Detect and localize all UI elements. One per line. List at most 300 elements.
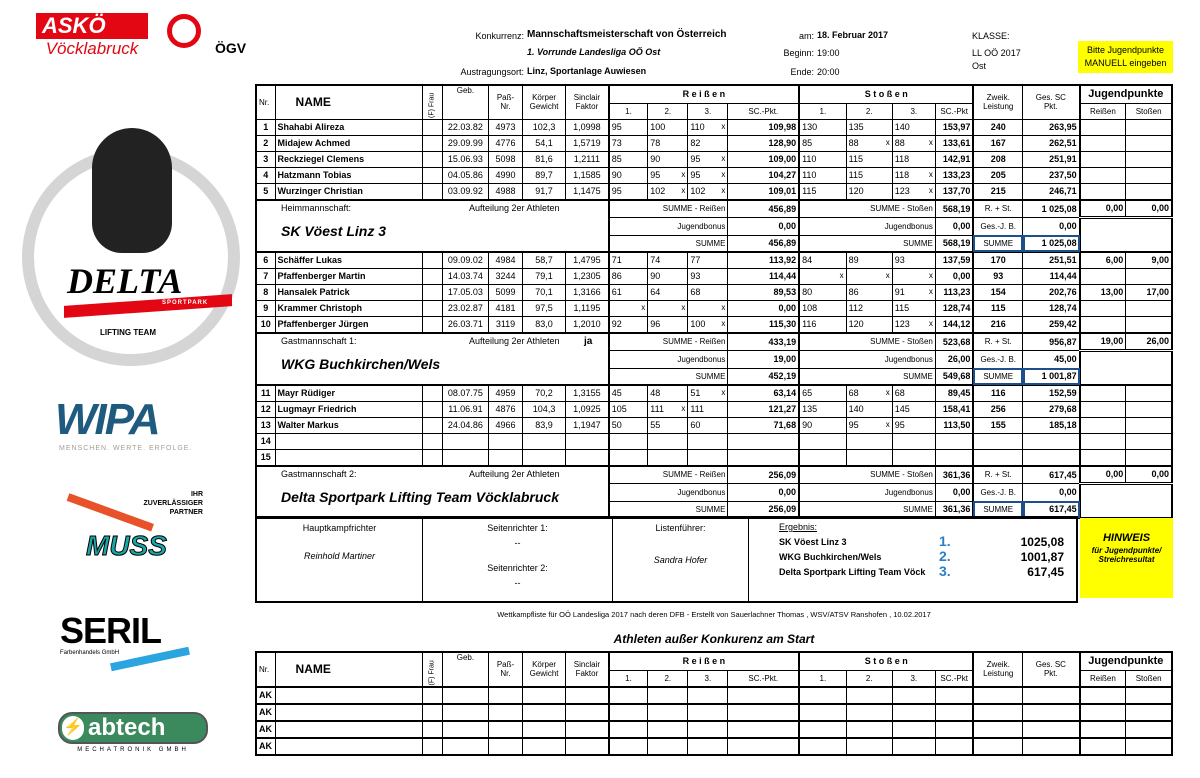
athlete-name: Shahabi Alireza bbox=[275, 119, 422, 135]
stossen-sc-pkt: 113,23 bbox=[935, 284, 973, 300]
attempt-weight: 91 bbox=[894, 287, 905, 297]
summe-s-label: SUMME bbox=[799, 235, 935, 252]
jugend-reissen bbox=[1080, 183, 1126, 200]
jugend-stossen bbox=[1126, 151, 1172, 167]
athlete-pass: 4973 bbox=[488, 119, 522, 135]
attempt-weight: 123 bbox=[894, 319, 910, 329]
reissen-attempt-1 bbox=[609, 385, 648, 402]
athlete-sinclair bbox=[566, 433, 609, 449]
ergebnis-score: 1025,08 bbox=[1020, 535, 1064, 549]
jugendbonus-stossen-value: 26,00 bbox=[935, 350, 973, 368]
ak-cell bbox=[422, 721, 442, 738]
abtech-badge bbox=[58, 712, 208, 744]
attempt-weight: 115 bbox=[848, 154, 864, 164]
attempt-weight: 115 bbox=[894, 303, 910, 313]
stossen-attempt-3 bbox=[892, 401, 935, 417]
athlete-nr: 7 bbox=[256, 268, 275, 284]
stossen-attempt-1 bbox=[799, 433, 846, 449]
reissen-attempt-2 bbox=[648, 167, 688, 183]
athlete-geb: 24.04.86 bbox=[442, 417, 488, 433]
ak-col-frau: (F) Frau bbox=[422, 652, 442, 687]
ges-jb-label: Ges.-J. B. bbox=[973, 350, 1022, 368]
athlete-sinclair: 1,1475 bbox=[566, 183, 609, 200]
athlete-row bbox=[256, 401, 1172, 417]
attempt-weight: 68 bbox=[894, 388, 905, 398]
reissen-sc-pkt: 0,00 bbox=[728, 300, 799, 316]
summe-s-value: 549,68 bbox=[935, 368, 973, 385]
athlete-row bbox=[256, 252, 1172, 269]
ak-col-pass bbox=[488, 652, 522, 687]
failed-mark: x bbox=[681, 169, 686, 179]
stossen-attempt-2 bbox=[846, 417, 892, 433]
athlete-sinclair: 1,2111 bbox=[566, 151, 609, 167]
listenfuehrer-cell bbox=[613, 518, 749, 601]
ak-col-jugend: Jugendpunkte bbox=[1080, 652, 1172, 670]
athlete-pass: 4984 bbox=[488, 252, 522, 269]
failed-mark: x bbox=[721, 387, 726, 397]
reissen-attempt-3 bbox=[688, 268, 728, 284]
team-block bbox=[256, 466, 609, 518]
athlete-row bbox=[256, 417, 1172, 433]
ak-cell bbox=[422, 687, 442, 704]
zweikampf-leistung bbox=[973, 449, 1022, 466]
athlete-name: Walter Markus bbox=[275, 417, 422, 433]
jugend-stossen bbox=[1126, 183, 1172, 200]
summe-stossen-value: 568,19 bbox=[935, 200, 973, 218]
r-st-label: R. + St. bbox=[973, 466, 1022, 484]
ak-cell bbox=[523, 687, 566, 704]
ges-sc-pkt: 128,74 bbox=[1023, 300, 1080, 316]
jugendbonus-reissen-value: 19,00 bbox=[728, 350, 799, 368]
reissen-attempt-3 bbox=[688, 119, 728, 135]
attempt-weight: 116 bbox=[802, 319, 817, 329]
ak-col-reissen: R e i ß e n bbox=[609, 652, 799, 670]
reissen-attempt-2 bbox=[648, 417, 688, 433]
ak-cell bbox=[1126, 704, 1172, 721]
ak-col-zweik bbox=[973, 652, 1022, 687]
ak-cell bbox=[566, 687, 609, 704]
jugend-reissen bbox=[1080, 449, 1126, 466]
athlete-sinclair: 1,3155 bbox=[566, 385, 609, 402]
athlete-name: Schäffer Lukas bbox=[275, 252, 422, 269]
stossen-attempt-2 bbox=[846, 252, 892, 269]
col-sinclair-l1: Sinclair bbox=[573, 93, 601, 103]
stossen-sc-pkt: 0,00 bbox=[935, 268, 973, 284]
hinweis-title: HINWEIS bbox=[1102, 532, 1151, 544]
stossen-sc-pkt: 137,59 bbox=[935, 252, 973, 269]
failed-mark: x bbox=[721, 121, 726, 131]
team-role-label: Heimmannschaft: bbox=[281, 202, 352, 213]
stossen-sc-pkt: 113,50 bbox=[935, 417, 973, 433]
failed-mark: x bbox=[928, 185, 933, 195]
stossen-attempt-2 bbox=[846, 449, 892, 466]
reissen-sc-pkt: 121,27 bbox=[728, 401, 799, 417]
ak-col-sinclair-l2: Faktor bbox=[575, 669, 599, 679]
col-ges-l1: Ges. SC bbox=[1035, 93, 1066, 103]
attempt-weight: 93 bbox=[690, 271, 701, 281]
ergebnis-score: 1001,87 bbox=[1020, 550, 1064, 564]
athlete-koerpergewicht: 58,7 bbox=[523, 252, 566, 269]
attempt-weight: 145 bbox=[894, 404, 910, 414]
summe-reissen-value: 433,19 bbox=[728, 333, 799, 351]
col-s2: 2. bbox=[846, 103, 892, 119]
reissen-attempt-1 bbox=[609, 316, 648, 333]
reissen-sc-pkt: 114,44 bbox=[728, 268, 799, 284]
ak-col-ges bbox=[1023, 652, 1080, 687]
reissen-attempt-1 bbox=[609, 119, 648, 135]
ende-value: 20:00 bbox=[817, 67, 840, 77]
attempt-weight: 85 bbox=[802, 138, 813, 148]
listenfuehrer-name: Sandra Hofer bbox=[653, 555, 708, 565]
stossen-attempt-3 bbox=[892, 268, 935, 284]
ergebnis-rank: 2. bbox=[939, 548, 951, 564]
ak-col-ssc: SC.-Pkt bbox=[935, 670, 973, 687]
beginn-label: Beginn: bbox=[783, 48, 814, 58]
athlete-koerpergewicht: 54,1 bbox=[523, 135, 566, 151]
ak-cell bbox=[728, 704, 799, 721]
jugend-reissen bbox=[1080, 151, 1126, 167]
col-nr: Nr. bbox=[256, 85, 275, 119]
athlete-sinclair: 1,0925 bbox=[566, 401, 609, 417]
wipa-logo-sub: MENSCHEN. WERTE. ERFOLGE. bbox=[59, 445, 193, 452]
attempt-weight: 100 bbox=[650, 122, 666, 132]
athlete-sinclair: 1,2010 bbox=[566, 316, 609, 333]
summe-stossen-value: 361,36 bbox=[935, 466, 973, 484]
athlete-nr: 1 bbox=[256, 119, 275, 135]
stossen-attempt-1 bbox=[799, 385, 846, 402]
aufteilung-value: ja bbox=[584, 335, 593, 347]
ak-cell bbox=[935, 704, 973, 721]
col-zweik-l2: Leistung bbox=[983, 102, 1014, 112]
ak-cell bbox=[566, 721, 609, 738]
stossen-attempt-1 bbox=[799, 401, 846, 417]
athlete-pass: 4990 bbox=[488, 167, 522, 183]
reissen-sc-pkt: 115,30 bbox=[728, 316, 799, 333]
attempt-weight: 93 bbox=[894, 255, 905, 265]
ges-sc-pkt: 202,76 bbox=[1023, 284, 1080, 300]
ak-row bbox=[256, 704, 1172, 721]
stossen-sc-pkt bbox=[935, 449, 973, 466]
jugend-reissen bbox=[1080, 300, 1126, 316]
ak-cell bbox=[892, 738, 935, 755]
attempt-weight: 95 bbox=[690, 154, 701, 164]
ges-jb-label: Ges.-J. B. bbox=[973, 217, 1022, 235]
failed-mark: x bbox=[681, 185, 686, 195]
col-koerper-l2: Gewicht bbox=[529, 102, 559, 112]
ges-sc-pkt: 263,95 bbox=[1023, 119, 1080, 135]
ergebnis-team: WKG Buchkirchen/Wels bbox=[779, 552, 882, 562]
klasse-label: KLASSE: bbox=[972, 31, 1010, 41]
officials-box bbox=[255, 516, 1078, 603]
ak-col-pass-l2: Nr. bbox=[500, 669, 511, 679]
ak-cell bbox=[488, 721, 522, 738]
jugend-reissen: 13,00 bbox=[1080, 284, 1126, 300]
ak-cell bbox=[566, 738, 609, 755]
athlete-koerpergewicht: 70,1 bbox=[523, 284, 566, 300]
attempt-weight: 95 bbox=[611, 122, 622, 132]
ergebnis-team: Delta Sportpark Lifting Team Vöck bbox=[779, 567, 926, 577]
athlete-geb: 29.09.99 bbox=[442, 135, 488, 151]
athlete-geb: 26.03.71 bbox=[442, 316, 488, 333]
jugend-stossen-total: 26,00 bbox=[1126, 333, 1172, 351]
ges-sc-pkt: 251,51 bbox=[1023, 252, 1080, 269]
stossen-attempt-2 bbox=[846, 119, 892, 135]
askoe-logo-text: ASKÖ bbox=[36, 13, 148, 39]
failed-mark: x bbox=[721, 169, 726, 179]
jugendbonus-stossen-label: Jugendbonus bbox=[799, 483, 935, 501]
ges-jb-value: 0,00 bbox=[1023, 217, 1080, 235]
ges-jb-label: Ges.-J. B. bbox=[973, 483, 1022, 501]
col-koerper bbox=[523, 85, 566, 119]
stossen-attempt-3 bbox=[892, 167, 935, 183]
jugend-stossen bbox=[1126, 417, 1172, 433]
athlete-frau bbox=[422, 385, 442, 402]
attempt-weight: 61 bbox=[611, 287, 622, 297]
stossen-sc-pkt: 128,74 bbox=[935, 300, 973, 316]
attempt-weight: 123 bbox=[894, 186, 910, 196]
athlete-frau bbox=[422, 119, 442, 135]
jugend-reissen-total: 19,00 bbox=[1080, 333, 1126, 351]
wipa-logo bbox=[55, 395, 210, 460]
zweikampf-leistung: 167 bbox=[973, 135, 1022, 151]
summe-stossen-label: SUMME - Stoßen bbox=[799, 200, 935, 218]
col-s1: 1. bbox=[799, 103, 846, 119]
ak-row bbox=[256, 738, 1172, 755]
athlete-name: Midajew Achmed bbox=[275, 135, 422, 151]
stossen-attempt-3 bbox=[892, 385, 935, 402]
jugendbonus-stossen-value: 0,00 bbox=[935, 483, 973, 501]
attempt-weight: 140 bbox=[894, 122, 910, 132]
athlete-pass: 3244 bbox=[488, 268, 522, 284]
team-name: SK Vöest Linz 3 bbox=[281, 222, 387, 239]
col-r1: 1. bbox=[609, 103, 648, 119]
reissen-attempt-1 bbox=[609, 135, 648, 151]
athlete-geb: 04.05.86 bbox=[442, 167, 488, 183]
ak-col-pass-l1: Paß- bbox=[496, 660, 515, 670]
attempt-weight: 77 bbox=[690, 255, 701, 265]
ak-col-jr: Reißen bbox=[1080, 670, 1126, 687]
reissen-attempt-2 bbox=[648, 268, 688, 284]
ak-cell bbox=[935, 738, 973, 755]
athlete-row bbox=[256, 167, 1172, 183]
summe-s-value: 361,36 bbox=[935, 501, 973, 518]
reissen-attempt-2 bbox=[648, 252, 688, 269]
failed-mark: x bbox=[839, 270, 844, 280]
ak-col-r3: 3. bbox=[688, 670, 728, 687]
summe-r-label: SUMME bbox=[609, 368, 728, 385]
stossen-attempt-2 bbox=[846, 385, 892, 402]
athlete-row bbox=[256, 268, 1172, 284]
attempt-weight: 90 bbox=[650, 271, 661, 281]
ak-label: AK bbox=[256, 738, 275, 755]
athlete-name: Hatzmann Tobias bbox=[275, 167, 422, 183]
ak-label: AK bbox=[256, 704, 275, 721]
attempt-weight: 115 bbox=[802, 186, 817, 196]
zweikampf-leistung: 115 bbox=[973, 300, 1022, 316]
attempt-weight: 110 bbox=[802, 154, 817, 164]
ak-cell bbox=[1080, 687, 1126, 704]
zweikampf-leistung: 93 bbox=[973, 268, 1022, 284]
reissen-attempt-1 bbox=[609, 433, 648, 449]
attempt-weight: 86 bbox=[848, 287, 859, 297]
lightning-icon: ⚡ bbox=[62, 716, 84, 740]
ak-cell bbox=[973, 687, 1022, 704]
ak-col-s2: 2. bbox=[846, 670, 892, 687]
reissen-attempt-1 bbox=[609, 252, 648, 269]
excavator-icon bbox=[67, 493, 154, 531]
r-st-value: 1 025,08 bbox=[1023, 200, 1080, 218]
jugend-reissen bbox=[1080, 268, 1126, 284]
jugend-blank bbox=[1080, 217, 1172, 252]
ak-cell bbox=[488, 687, 522, 704]
aufteilung-label: Aufteilung 2er Athleten bbox=[469, 335, 560, 346]
failed-mark: x bbox=[928, 137, 933, 147]
team-block bbox=[256, 200, 609, 252]
abtech-logo-text: abtech bbox=[88, 714, 166, 741]
attempt-weight: 45 bbox=[611, 388, 622, 398]
ak-col-zweik-l2: Leistung bbox=[983, 669, 1014, 679]
ergebnis-row bbox=[779, 565, 1069, 580]
zweikampf-leistung: 205 bbox=[973, 167, 1022, 183]
konkurrenz-value: Mannschaftsmeisterschaft von Österreich bbox=[527, 29, 727, 40]
reissen-sc-pkt bbox=[728, 433, 799, 449]
jugend-stossen bbox=[1126, 167, 1172, 183]
athlete-koerpergewicht: 81,6 bbox=[523, 151, 566, 167]
jugendbonus-reissen-label: Jugendbonus bbox=[609, 483, 728, 501]
reissen-attempt-1 bbox=[609, 284, 648, 300]
ak-cell bbox=[1023, 704, 1080, 721]
muss-logo bbox=[58, 488, 203, 570]
ges-sc-pkt: 237,50 bbox=[1023, 167, 1080, 183]
hauptkampfrichter-name: Reinhold Martiner bbox=[303, 551, 376, 561]
athlete-row bbox=[256, 119, 1172, 135]
attempt-weight: 78 bbox=[650, 138, 661, 148]
team-summe-value: 1 001,87 bbox=[1023, 368, 1080, 385]
stossen-attempt-3 bbox=[892, 119, 935, 135]
r-st-value: 956,87 bbox=[1023, 333, 1080, 351]
reissen-attempt-2 bbox=[648, 316, 688, 333]
ges-sc-pkt: 152,59 bbox=[1023, 385, 1080, 402]
ak-cell bbox=[1023, 687, 1080, 704]
stossen-attempt-1 bbox=[799, 252, 846, 269]
athlete-sinclair: 1,4795 bbox=[566, 252, 609, 269]
ak-cell bbox=[648, 704, 688, 721]
failed-mark: x bbox=[885, 270, 890, 280]
jugendbonus-reissen-label: Jugendbonus bbox=[609, 350, 728, 368]
results-table bbox=[255, 84, 1173, 519]
hinweis-box bbox=[1080, 518, 1173, 598]
athlete-row bbox=[256, 284, 1172, 300]
col-r2: 2. bbox=[648, 103, 688, 119]
ak-cell bbox=[846, 687, 892, 704]
attempt-weight: 135 bbox=[802, 404, 818, 414]
stossen-attempt-3 bbox=[892, 183, 935, 200]
ak-cell bbox=[442, 738, 488, 755]
athlete-koerpergewicht: 104,3 bbox=[523, 401, 566, 417]
athlete-row bbox=[256, 151, 1172, 167]
athlete-geb: 09.09.02 bbox=[442, 252, 488, 269]
ak-cell bbox=[799, 687, 846, 704]
col-name: NAME bbox=[275, 85, 422, 119]
reissen-attempt-2 bbox=[648, 119, 688, 135]
ak-cell bbox=[973, 704, 1022, 721]
ak-cell bbox=[799, 704, 846, 721]
zweikampf-leistung bbox=[973, 433, 1022, 449]
ak-col-geb: Geb. bbox=[442, 652, 488, 687]
stossen-attempt-2 bbox=[846, 268, 892, 284]
ak-title: Athleten außer Konkurenz am Start bbox=[613, 632, 815, 646]
konkurrenz-label: Konkurrenz: bbox=[475, 31, 524, 41]
athlete-geb: 11.06.91 bbox=[442, 401, 488, 417]
reissen-attempt-1 bbox=[609, 151, 648, 167]
attempt-weight: 96 bbox=[650, 319, 661, 329]
athlete-nr: 15 bbox=[256, 449, 275, 466]
ak-col-sinclair bbox=[566, 652, 609, 687]
attempt-weight: 68 bbox=[690, 287, 701, 297]
r-st-label: R. + St. bbox=[973, 333, 1022, 351]
seril-logo-sub: Farbenhandels GmbH bbox=[60, 650, 120, 656]
stossen-attempt-2 bbox=[846, 433, 892, 449]
zweikampf-leistung: 116 bbox=[973, 385, 1022, 402]
athlete-koerpergewicht: 97,5 bbox=[523, 300, 566, 316]
team-summe-value: 1 025,08 bbox=[1023, 235, 1080, 252]
stossen-sc-pkt bbox=[935, 433, 973, 449]
failed-mark: x bbox=[721, 185, 726, 195]
athlete-frau bbox=[422, 401, 442, 417]
jugend-reissen-total: 0,00 bbox=[1080, 200, 1126, 218]
stossen-attempt-2 bbox=[846, 151, 892, 167]
stossen-attempt-3 bbox=[892, 433, 935, 449]
am-label: am: bbox=[798, 31, 814, 41]
attempt-weight: 111 bbox=[690, 404, 705, 414]
jugend-stossen-total: 0,00 bbox=[1126, 466, 1172, 484]
abtech-logo bbox=[58, 712, 208, 760]
ergebnis-rank: 3. bbox=[939, 563, 951, 579]
attempt-weight: 88 bbox=[848, 138, 859, 148]
col-r3: 3. bbox=[688, 103, 728, 119]
attempt-weight: 88 bbox=[894, 138, 905, 148]
athlete-pass: 3119 bbox=[488, 316, 522, 333]
ak-cell bbox=[422, 738, 442, 755]
stossen-attempt-2 bbox=[846, 284, 892, 300]
ak-cell bbox=[1080, 704, 1126, 721]
attempt-weight: 51 bbox=[690, 388, 701, 398]
attempt-weight: 90 bbox=[650, 154, 661, 164]
jugendbonus-reissen-value: 0,00 bbox=[728, 483, 799, 501]
ergebnis-rank: 1. bbox=[939, 533, 951, 549]
jugendbonus-stossen-label: Jugendbonus bbox=[799, 217, 935, 235]
ak-cell bbox=[846, 738, 892, 755]
athlete-geb: 08.07.75 bbox=[442, 385, 488, 402]
ak-cell bbox=[422, 704, 442, 721]
ak-cell bbox=[799, 721, 846, 738]
reissen-sc-pkt: 113,92 bbox=[728, 252, 799, 269]
attempt-weight: 64 bbox=[650, 287, 661, 297]
attempt-weight: 50 bbox=[611, 420, 622, 430]
athlete-pass: 5099 bbox=[488, 284, 522, 300]
athlete-geb: 03.09.92 bbox=[442, 183, 488, 200]
jugend-reissen bbox=[1080, 385, 1126, 402]
ak-row bbox=[256, 721, 1172, 738]
jugend-blank bbox=[1080, 350, 1172, 385]
am-value: 18. Februar 2017 bbox=[817, 30, 889, 40]
summe-stossen-label: SUMME - Stoßen bbox=[799, 333, 935, 351]
ak-cell bbox=[566, 704, 609, 721]
ak-col-ges-l2: Pkt. bbox=[1043, 669, 1058, 679]
ak-col-s1: 1. bbox=[799, 670, 846, 687]
failed-mark: x bbox=[681, 403, 686, 413]
ak-cell bbox=[275, 738, 422, 755]
